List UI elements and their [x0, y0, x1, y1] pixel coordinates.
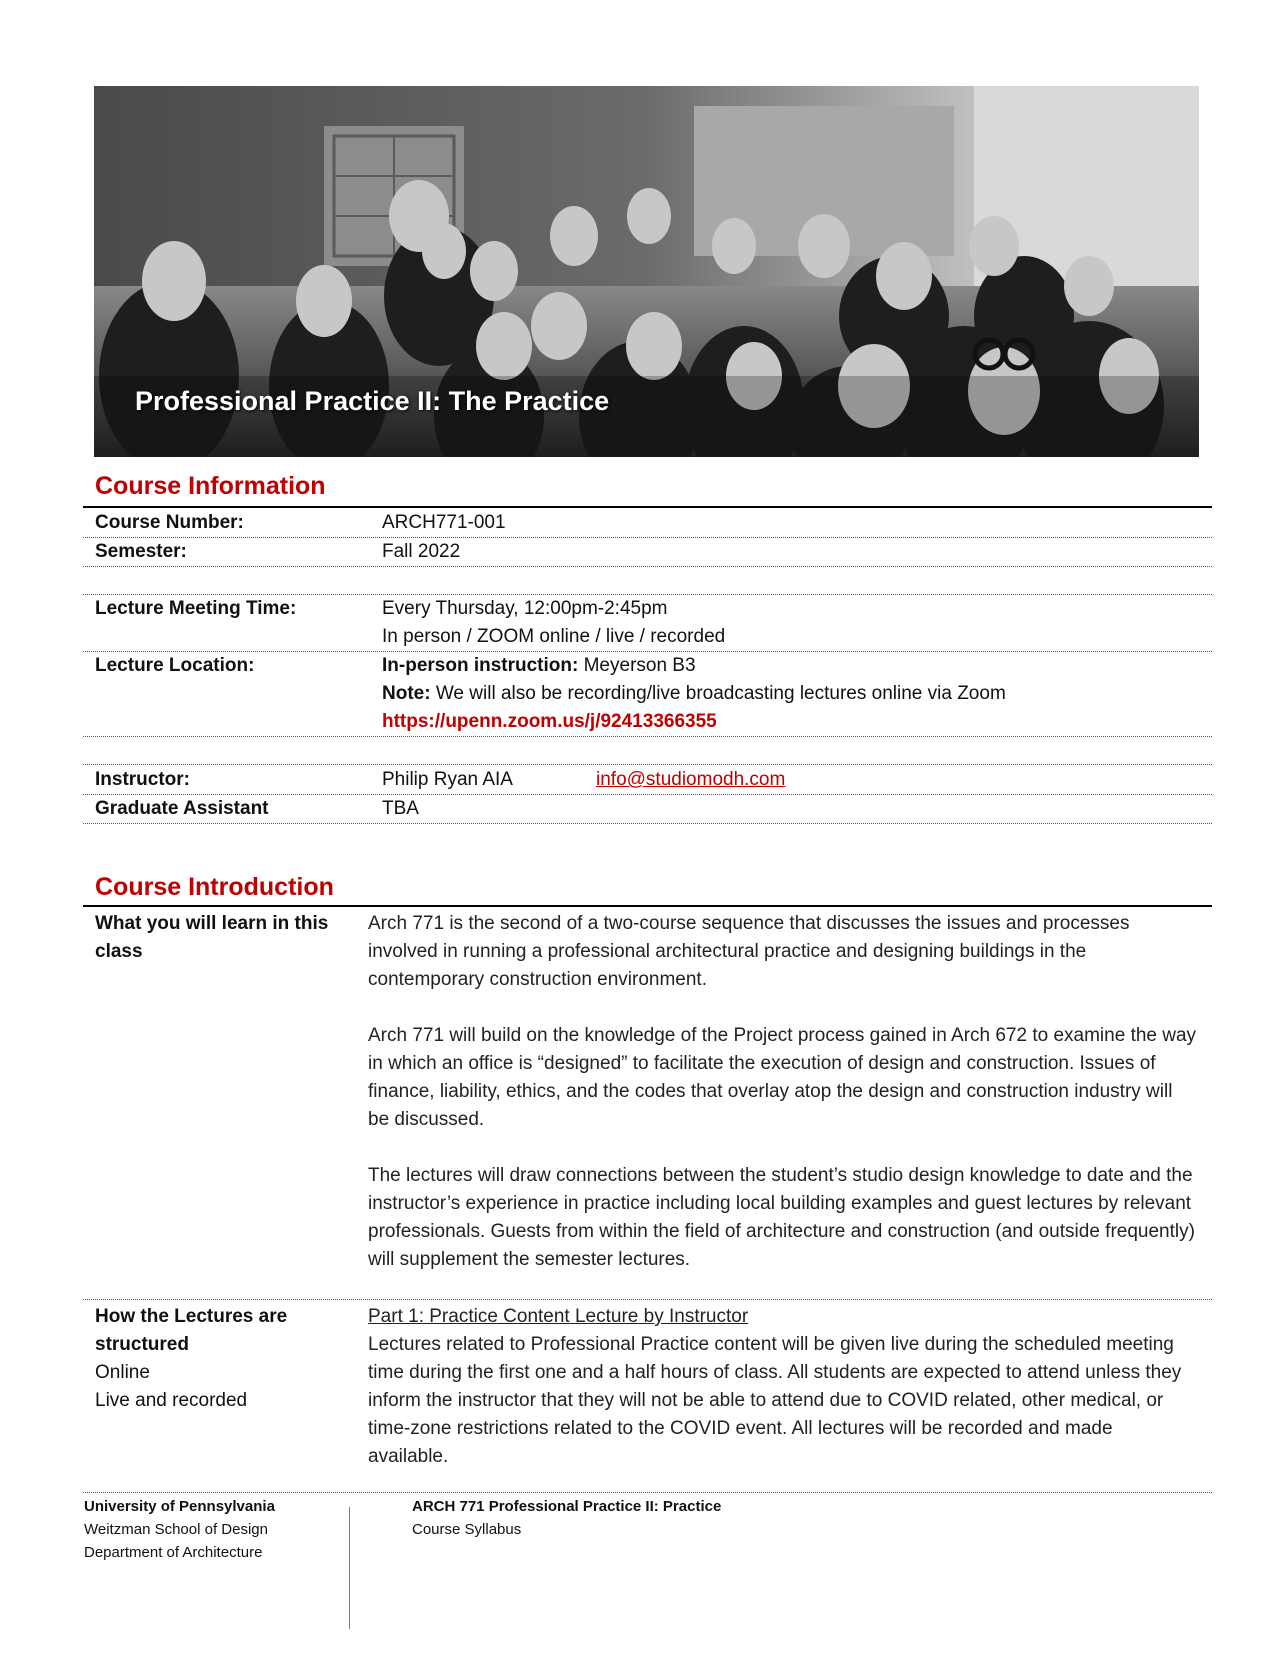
- inperson-instruction: [382, 652, 696, 680]
- hero-banner: [94, 86, 1199, 457]
- footer-university: University of Pennsylvania: [84, 1498, 275, 1515]
- meeting-time-line1: Every Thursday, 12:00pm-2:45pm: [382, 598, 668, 619]
- structure-label-text: How the Lectures are structured: [95, 1306, 288, 1355]
- hero-title: Professional Practice II: The Practice: [135, 386, 610, 416]
- learn-paragraph-2: Arch 771 will build on the knowledge of the Project process gained in Arch 672 to examine the way in which an office is “designed” to facilitate the execution of design and construction. Issues of finance, liability, ethics, and the codes that overlay atop the design and construction industry will be discussed.: [368, 1025, 1197, 1130]
- footer-university-block: [84, 1495, 275, 1564]
- row-divider: [83, 566, 1212, 567]
- footer-vertical-divider: [349, 1507, 350, 1629]
- footer-school: Weitzman School of Design: [84, 1521, 268, 1538]
- semester-value: Fall 2022: [382, 541, 461, 562]
- row-divider: [83, 537, 1212, 538]
- course-number-label: Course Number:: [95, 512, 244, 533]
- zoom-note: [382, 680, 1006, 708]
- note-value: We will also be recording/live broadcasting lectures online via Zoom: [430, 683, 1006, 704]
- meeting-time-line2: In person / ZOOM online / live / recorded: [382, 626, 726, 647]
- footer-course: ARCH 771 Professional Practice II: Practice: [412, 1498, 722, 1515]
- learn-label: [95, 910, 355, 966]
- course-introduction-heading: Course Introduction: [95, 873, 334, 901]
- section-rule: [83, 905, 1212, 907]
- learn-paragraph-1: Arch 771 is the second of a two-course sequence that discusses the issues and processes involved in running a professional architectural practice and designing buildings in the contemporary construction environment.: [368, 913, 1130, 990]
- zoom-link[interactable]: https://upenn.zoom.us/j/92413366355: [382, 711, 717, 732]
- learn-description: [368, 910, 1198, 1302]
- meeting-time-label: Lecture Meeting Time:: [95, 598, 297, 619]
- part1-text: Lectures related to Professional Practice content will be given live during the scheduled meeting time during the first one and a half hours of class. All students are expected to attend unless they inform the instructor that they will not be able to attend due to COVID related, other medical, or time-zone restrictions related to the COVID event. All lectures will be recorded and made available.: [368, 1334, 1182, 1467]
- graduate-assistant-value: TBA: [382, 798, 419, 819]
- row-divider: [83, 1299, 1212, 1300]
- learn-paragraph-3: The lectures will draw connections between the student’s studio design knowledge to date and the instructor’s experience in practice including local building examples and guest lectures by relevant professionals. Guests from within the field of architecture and construction (and outside frequently) will supplement the semester lectures.: [368, 1165, 1195, 1270]
- row-divider: [83, 823, 1212, 824]
- graduate-assistant-label: Graduate Assistant: [95, 798, 269, 819]
- course-number-value: ARCH771-001: [382, 512, 506, 533]
- inperson-label: In-person instruction:: [382, 655, 579, 676]
- footer-divider-line: [83, 1492, 1212, 1493]
- structure-label: [95, 1303, 355, 1415]
- note-label: Note:: [382, 683, 431, 704]
- footer-department: Department of Architecture: [84, 1544, 263, 1561]
- row-divider: [83, 736, 1212, 737]
- row-divider: [83, 764, 1212, 765]
- footer-doc-type: Course Syllabus: [412, 1521, 522, 1538]
- course-information-heading: Course Information: [95, 472, 326, 500]
- footer-course-block: [412, 1495, 721, 1541]
- structure-sub-live: Live and recorded: [95, 1390, 248, 1411]
- learn-label-text: What you will learn in this class: [95, 913, 329, 962]
- inperson-value: Meyerson B3: [578, 655, 696, 676]
- instructor-email-link[interactable]: info@studiomodh.com: [596, 769, 786, 790]
- instructor-label: Instructor:: [95, 769, 190, 790]
- instructor-name: Philip Ryan AIA: [382, 769, 513, 790]
- semester-label: Semester:: [95, 541, 187, 562]
- structure-description: [368, 1303, 1198, 1471]
- lecture-location-label: Lecture Location:: [95, 655, 255, 676]
- structure-sub-online: Online: [95, 1362, 150, 1383]
- part1-title: Part 1: Practice Content Lecture by Instructor: [368, 1306, 749, 1327]
- section-rule: [83, 506, 1212, 508]
